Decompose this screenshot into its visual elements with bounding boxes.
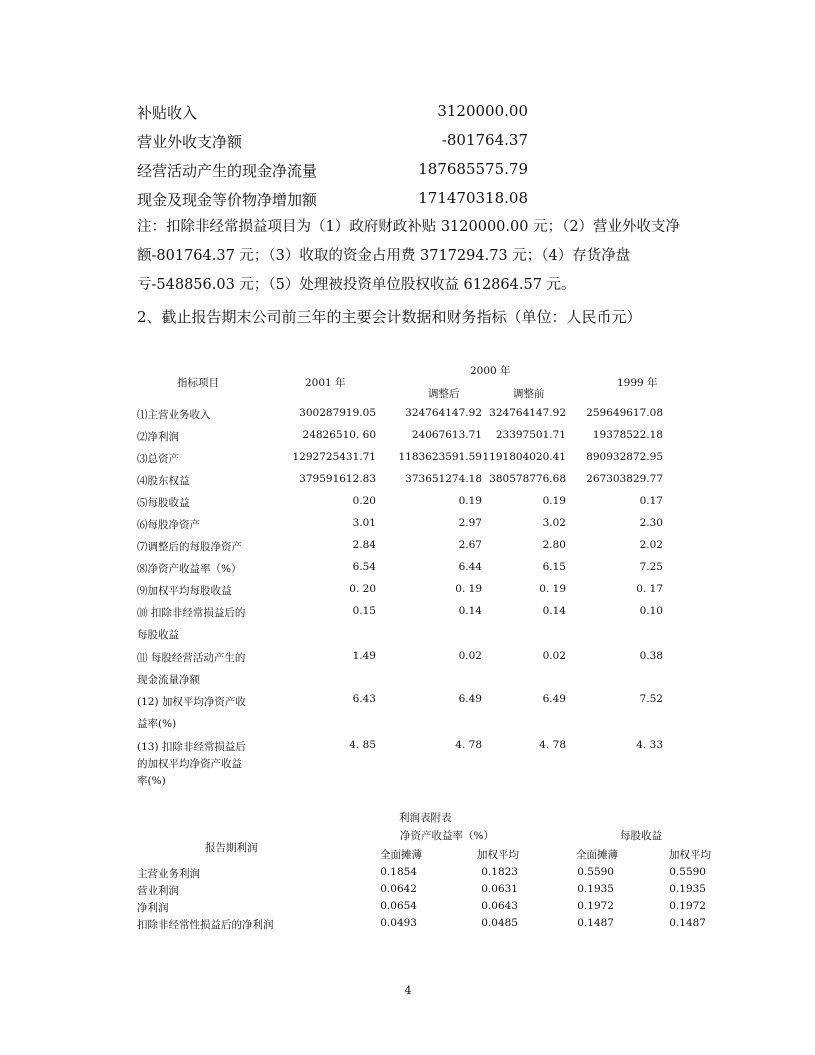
table2-cell: 0.5590 <box>669 866 706 878</box>
table1-cell-1999: 0.10 <box>639 605 663 617</box>
summary-label: 现金及现金等价物净增加额 <box>137 191 318 209</box>
table1-cell-2001: 2.84 <box>352 539 376 551</box>
table2-row-label: 主营业务利润 <box>137 868 200 880</box>
table1-header-adjusted: 调整后 <box>428 388 460 400</box>
summary-value: 187685575.79 <box>418 160 528 178</box>
table1-row-label: ⑻净资产收益率（%） <box>137 563 242 575</box>
table2-cell: 0.0642 <box>380 883 417 895</box>
summary-label: 经营活动产生的现金净流量 <box>137 162 318 180</box>
note-paragraph: 注：扣除非经常损益项目为（1）政府财政补贴 3120000.00 元；（2）营业外收支净额-801764.37 元；（3）收取的资金占用费 3717294.73 元；（4）存货净盘亏-548856.03 元；（5）处理被投资单位股权收益 612864.57 元。 <box>137 219 681 293</box>
table1-cell-1999: 4. 33 <box>636 739 663 751</box>
table2-title: 利润表附表 <box>399 812 452 824</box>
table1-row-label: ⑼加权平均每股收益 <box>137 585 232 597</box>
table2-sub-header: 加权平均 <box>477 849 519 861</box>
table1-cell-adjusted: 0.14 <box>458 605 482 617</box>
table1-cell-2001: 6.43 <box>352 693 376 705</box>
table1-header-1999: 1999 年 <box>617 377 658 389</box>
table1-cell-adjusted: 6.49 <box>458 693 482 705</box>
table1-cell-2001: 0.20 <box>352 495 376 507</box>
table1-row-label-cont: 现金流量净额 <box>137 674 200 686</box>
table1-cell-before: 1191804020.41 <box>482 451 566 463</box>
table1-cell-before: 324764147.92 <box>489 407 566 419</box>
table1-cell-adjusted: 2.97 <box>458 517 482 529</box>
table2-group-roe: 净资产收益率（%） <box>400 830 494 842</box>
section-heading: 2、截止报告期末公司前三年的主要会计数据和财务指标（单位：人民币元） <box>137 308 642 326</box>
table1-cell-1999: 0.38 <box>639 650 663 662</box>
table1-cell-adjusted: 0. 19 <box>455 583 482 595</box>
summary-label: 营业外收支净额 <box>137 133 243 151</box>
table1-row-label: ⑷股东权益 <box>137 475 190 487</box>
table2-cell: 0.1487 <box>669 917 706 929</box>
table1-cell-1999: 267303829.77 <box>586 473 663 485</box>
table1-cell-before: 0.19 <box>542 495 566 507</box>
table1-cell-adjusted: 0.02 <box>458 650 482 662</box>
page-number: 4 <box>404 984 412 997</box>
table2-row-header: 报告期利润 <box>205 842 258 854</box>
table1-cell-before: 23397501.71 <box>495 429 566 441</box>
table1-row-label-cont: 每股收益 <box>137 629 179 641</box>
table2-sub-header: 加权平均 <box>669 849 711 861</box>
table2-sub-header: 全面摊薄 <box>576 849 618 861</box>
table1-cell-2001: 1292725431.71 <box>292 451 376 463</box>
table2-cell: 0.5590 <box>577 866 614 878</box>
table1-row-label-cont: 率(%) <box>137 775 166 787</box>
table1-cell-adjusted: 6.44 <box>458 561 482 573</box>
table1-cell-adjusted: 1183623591.59 <box>398 451 482 463</box>
table2-row-label: 扣除非经常性损益后的净利润 <box>137 919 274 931</box>
table1-header-before: 调整前 <box>513 388 545 400</box>
table1-cell-before: 3.02 <box>542 517 566 529</box>
table1-cell-1999: 259649617.08 <box>586 407 663 419</box>
summary-value: -801764.37 <box>441 131 528 149</box>
table1-cell-1999: 890932872.95 <box>586 451 663 463</box>
table1-cell-1999: 7.25 <box>639 561 663 573</box>
table1-cell-before: 6.49 <box>542 693 566 705</box>
table1-cell-before: 6.15 <box>542 561 566 573</box>
table2-cell: 0.1854 <box>380 866 417 878</box>
table1-cell-before: 0. 19 <box>539 583 566 595</box>
table2-cell: 0.1935 <box>577 883 614 895</box>
table1-cell-adjusted: 4. 78 <box>455 739 482 751</box>
table1-cell-adjusted: 324764147.92 <box>405 407 482 419</box>
table2-cell: 0.0643 <box>481 900 518 912</box>
table1-cell-1999: 0. 17 <box>636 583 663 595</box>
table1-cell-2001: 300287919.05 <box>299 407 376 419</box>
table1-cell-1999: 7.52 <box>639 693 663 705</box>
table1-cell-before: 2.80 <box>542 539 566 551</box>
table1-cell-2001: 1.49 <box>352 650 376 662</box>
table1-row-label: (13) 扣除非经常损益后 <box>137 741 246 753</box>
table1-cell-1999: 19378522.18 <box>592 429 663 441</box>
table1-cell-before: 0.02 <box>542 650 566 662</box>
table1-cell-2001: 6.54 <box>352 561 376 573</box>
table2-cell: 0.0493 <box>380 917 417 929</box>
table1-row-label-cont: 益率(%) <box>137 718 177 730</box>
table1-cell-2001: 24826510. 60 <box>302 429 376 441</box>
summary-label: 补贴收入 <box>137 104 198 122</box>
table2-cell: 0.1972 <box>669 900 706 912</box>
table1-row-label: ⑺调整后的每股净资产 <box>137 541 242 553</box>
table1-header-2001: 2001 年 <box>305 377 346 389</box>
table2-row-label: 净利润 <box>137 902 169 914</box>
table1-cell-1999: 2.30 <box>639 517 663 529</box>
table1-cell-adjusted: 2.67 <box>458 539 482 551</box>
table2-cell: 0.0654 <box>380 900 417 912</box>
table1-row-label: ⑾ 每股经营活动产生的 <box>137 652 246 664</box>
table1-row-label-cont: 的加权平均净资产收益 <box>137 758 242 770</box>
table1-header-item: 指标项目 <box>177 377 219 389</box>
table2-cell: 0.1972 <box>577 900 614 912</box>
table1-row-label: ⑶总资产 <box>137 453 179 465</box>
table1-cell-adjusted: 373651274.18 <box>405 473 482 485</box>
table2-cell: 0.0631 <box>481 883 518 895</box>
table1-row-label: (12) 加权平均净资产收 <box>137 696 246 708</box>
table2-row-label: 营业利润 <box>137 885 179 897</box>
table2-sub-header: 全面摊薄 <box>380 849 422 861</box>
table2-cell: 0.1935 <box>669 883 706 895</box>
table1-cell-2001: 3.01 <box>352 517 376 529</box>
table1-cell-before: 0.14 <box>542 605 566 617</box>
table1-cell-before: 4. 78 <box>539 739 566 751</box>
table1-row-label: ⑽ 扣除非经常损益后的 <box>137 607 246 619</box>
table1-cell-2001: 4. 85 <box>349 739 376 751</box>
summary-value: 171470318.08 <box>418 189 528 207</box>
table1-cell-1999: 2.02 <box>639 539 663 551</box>
table2-cell: 0.0485 <box>481 917 518 929</box>
table1-row-label: ⑸每股收益 <box>137 497 190 509</box>
table2-group-eps: 每股收益 <box>620 830 662 842</box>
table1-cell-1999: 0.17 <box>639 495 663 507</box>
table1-cell-2001: 0. 20 <box>349 583 376 595</box>
table1-header-2000: 2000 年 <box>470 365 511 377</box>
summary-value: 3120000.00 <box>437 102 528 120</box>
table1-cell-2001: 0.15 <box>352 605 376 617</box>
table1-cell-adjusted: 0.19 <box>458 495 482 507</box>
table1-cell-adjusted: 24067613.71 <box>411 429 482 441</box>
table1-row-label: ⑴主营业务收入 <box>137 409 211 421</box>
table1-row-label: ⑹每股净资产 <box>137 519 200 531</box>
table2-cell: 0.1823 <box>481 866 518 878</box>
table1-row-label: ⑵净利润 <box>137 431 179 443</box>
table1-cell-before: 380578776.68 <box>489 473 566 485</box>
table2-cell: 0.1487 <box>577 917 614 929</box>
table1-cell-2001: 379591612.83 <box>299 473 376 485</box>
